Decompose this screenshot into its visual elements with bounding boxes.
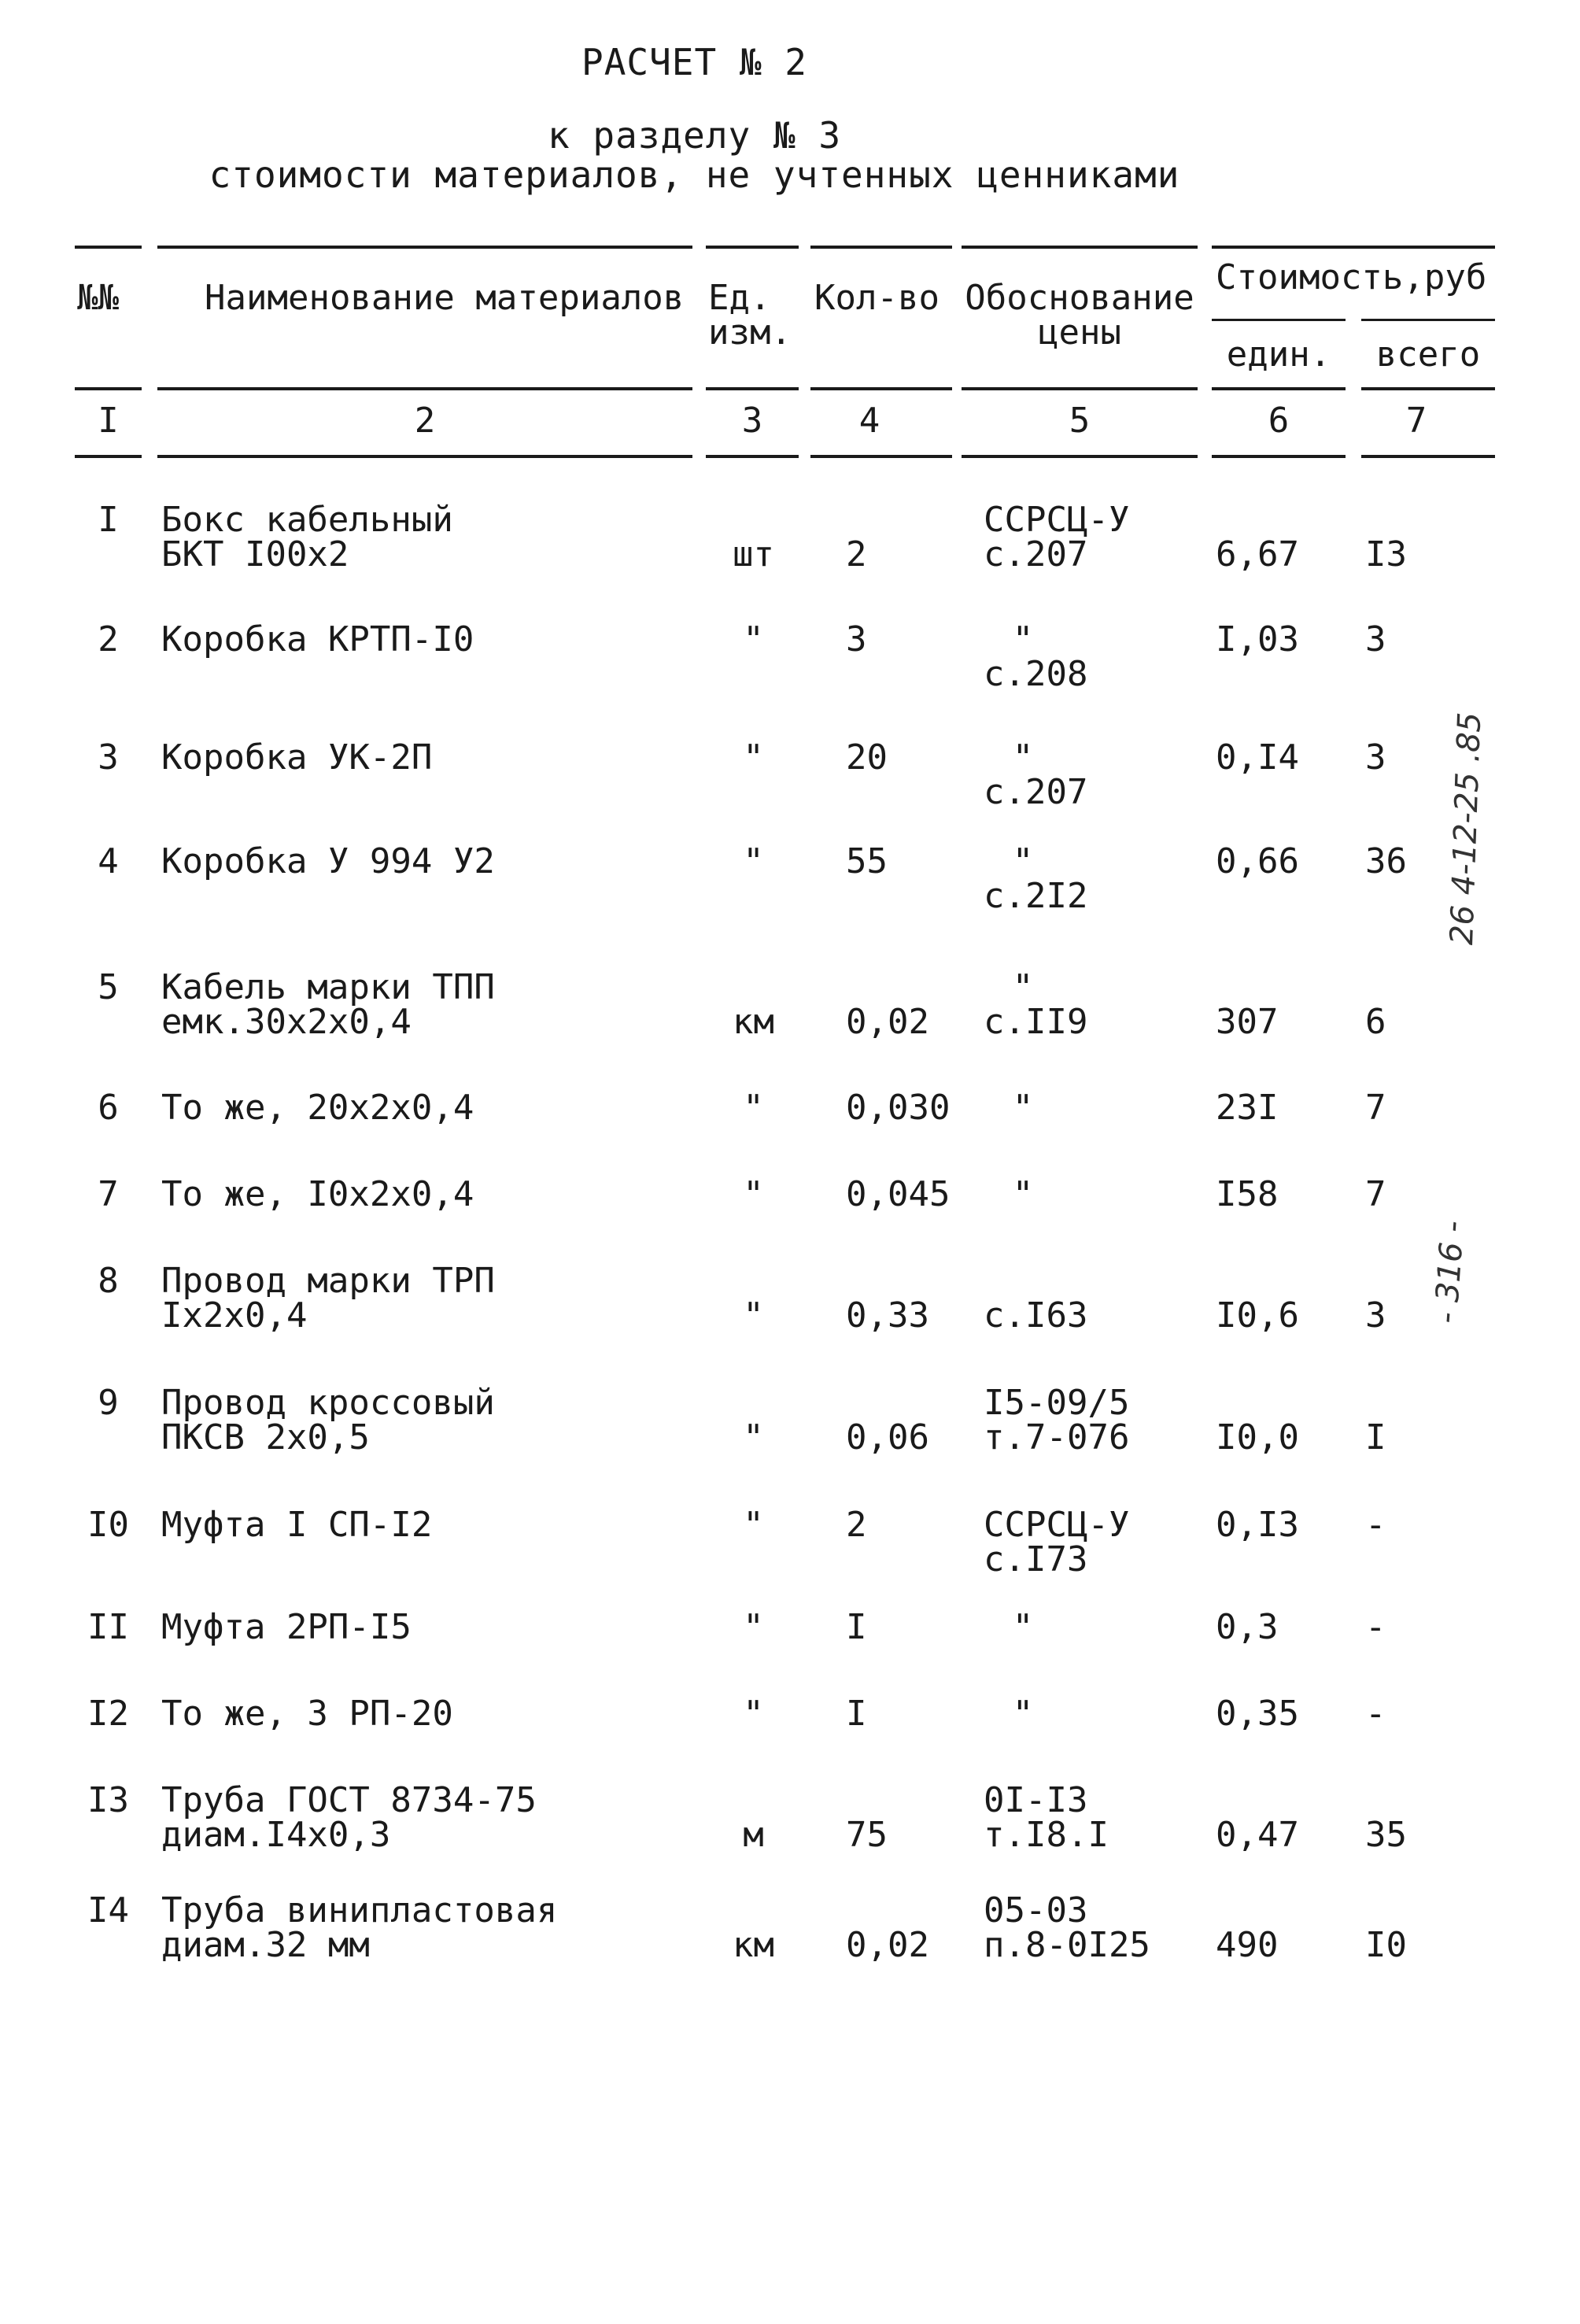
header-unit: Ед. bbox=[708, 278, 771, 318]
unit-price: 0,I4 bbox=[1216, 737, 1299, 778]
row-number: 6 bbox=[98, 1088, 119, 1128]
total-cost: - bbox=[1365, 1694, 1386, 1734]
price-basis: " bbox=[1012, 1694, 1034, 1734]
header-bottom-rule bbox=[75, 387, 142, 390]
column-numbers-rule bbox=[157, 455, 692, 458]
material-name-line2: диам.I4х0,3 bbox=[161, 1815, 391, 1855]
price-basis-line2: с.I63 bbox=[984, 1295, 1088, 1336]
column-number: 2 bbox=[414, 401, 436, 441]
unit-price: 307 bbox=[1216, 1002, 1279, 1042]
total-cost: 3 bbox=[1365, 1295, 1386, 1336]
unit-price: 490 bbox=[1216, 1925, 1279, 1965]
column-numbers-rule bbox=[1212, 455, 1346, 458]
price-basis-line2: т.I8.I bbox=[984, 1815, 1109, 1855]
unit-of-measure: шт bbox=[733, 534, 774, 575]
row-number: II bbox=[87, 1607, 129, 1647]
price-basis-line2: с.207 bbox=[984, 772, 1088, 812]
price-basis: " bbox=[1012, 1607, 1034, 1647]
row-number: I3 bbox=[87, 1780, 129, 1820]
total-cost: 3 bbox=[1365, 737, 1386, 778]
unit-price: 0,3 bbox=[1216, 1607, 1279, 1647]
column-number: 4 bbox=[858, 401, 880, 441]
quantity: 2 bbox=[846, 1505, 867, 1545]
column-number: 3 bbox=[741, 401, 763, 441]
unit-of-measure: м bbox=[743, 1815, 764, 1855]
unit-price: 23I bbox=[1216, 1088, 1279, 1128]
total-cost: I0 bbox=[1365, 1925, 1407, 1965]
row-number: I4 bbox=[87, 1890, 129, 1931]
total-cost: 7 bbox=[1365, 1174, 1386, 1214]
quantity: I bbox=[846, 1694, 867, 1734]
unit-of-measure: " bbox=[743, 1694, 764, 1734]
unit-of-measure: " bbox=[743, 737, 764, 778]
unit-of-measure: " bbox=[743, 1505, 764, 1545]
header-cost-unit: един. bbox=[1226, 334, 1331, 375]
unit-price: 0,47 bbox=[1216, 1815, 1299, 1855]
unit-price: I0,6 bbox=[1216, 1295, 1299, 1336]
material-name: Провод кроссовый bbox=[161, 1383, 495, 1423]
price-basis: " bbox=[1012, 1174, 1034, 1214]
total-cost: 36 bbox=[1365, 841, 1407, 881]
document-subtitle-description: стоимости материалов, не учтенных ценниками bbox=[209, 153, 1180, 196]
material-name: То же, 20х2х0,4 bbox=[161, 1088, 474, 1128]
unit-of-measure: " bbox=[743, 1174, 764, 1214]
row-number: I0 bbox=[87, 1505, 129, 1545]
total-cost: 3 bbox=[1365, 619, 1386, 660]
price-basis: " bbox=[1012, 619, 1034, 660]
material-name-line2: ПКСВ 2х0,5 bbox=[161, 1417, 370, 1458]
header-bottom-rule bbox=[962, 387, 1198, 390]
quantity: 2 bbox=[846, 534, 867, 575]
row-number: 2 bbox=[98, 619, 119, 660]
quantity: 0,045 bbox=[846, 1174, 951, 1214]
header-top-rule bbox=[706, 246, 799, 249]
header-bottom-rule bbox=[157, 387, 692, 390]
quantity: 0,030 bbox=[846, 1088, 951, 1128]
price-basis: " bbox=[1012, 841, 1034, 881]
total-cost: I bbox=[1365, 1417, 1386, 1458]
material-name: То же, I0х2х0,4 bbox=[161, 1174, 474, 1214]
unit-price: 0,35 bbox=[1216, 1694, 1299, 1734]
row-number: I bbox=[98, 500, 119, 540]
quantity: 55 bbox=[846, 841, 888, 881]
total-cost: 7 bbox=[1365, 1088, 1386, 1128]
material-name: Провод марки ТРП bbox=[161, 1261, 495, 1301]
quantity: 0,02 bbox=[846, 1002, 929, 1042]
total-cost: - bbox=[1365, 1505, 1386, 1545]
header-cost: Стоимость,руб bbox=[1216, 257, 1487, 297]
unit-of-measure: " bbox=[743, 1607, 764, 1647]
price-basis-line2: т.7-076 bbox=[984, 1417, 1130, 1458]
row-number: 4 bbox=[98, 841, 119, 881]
quantity: 20 bbox=[846, 737, 888, 778]
column-numbers-rule bbox=[1361, 455, 1495, 458]
unit-price: 0,I3 bbox=[1216, 1505, 1299, 1545]
column-number: I bbox=[98, 401, 119, 441]
header-top-rule bbox=[1212, 246, 1495, 249]
material-name: Коробка КРТП-I0 bbox=[161, 619, 474, 660]
price-basis-line2: с.208 bbox=[984, 654, 1088, 694]
quantity: I bbox=[846, 1607, 867, 1647]
quantity: 0,33 bbox=[846, 1295, 929, 1336]
header-basis: Обоснование bbox=[965, 278, 1194, 318]
unit-price: 0,66 bbox=[1216, 841, 1299, 881]
column-number: 6 bbox=[1268, 401, 1290, 441]
header-cost-total: всего bbox=[1375, 334, 1481, 375]
column-number: 7 bbox=[1405, 401, 1427, 441]
header-qty: Кол-во bbox=[814, 278, 940, 318]
material-name-line2: Iх2х0,4 bbox=[161, 1295, 308, 1336]
price-basis: ССРСЦ-У bbox=[984, 1505, 1130, 1545]
material-name: Бокс кабельный bbox=[161, 500, 453, 540]
quantity: 0,02 bbox=[846, 1925, 929, 1965]
price-basis: I5-09/5 bbox=[984, 1383, 1130, 1423]
quantity: 3 bbox=[846, 619, 867, 660]
unit-of-measure: " bbox=[743, 619, 764, 660]
unit-price: I0,0 bbox=[1216, 1417, 1299, 1458]
header-bottom-rule bbox=[1212, 387, 1346, 390]
header-top-rule bbox=[157, 246, 692, 249]
price-basis: " bbox=[1012, 737, 1034, 778]
unit-price: 6,67 bbox=[1216, 534, 1299, 575]
price-basis-line2: п.8-0I25 bbox=[984, 1925, 1150, 1965]
header-bottom-rule bbox=[810, 387, 952, 390]
material-name: То же, 3 РП-20 bbox=[161, 1694, 453, 1734]
price-basis: 05-03 bbox=[984, 1890, 1088, 1931]
row-number: I2 bbox=[87, 1694, 129, 1734]
row-number: 3 bbox=[98, 737, 119, 778]
column-numbers-rule bbox=[810, 455, 952, 458]
header-top-rule bbox=[810, 246, 952, 249]
header-top-rule bbox=[75, 246, 142, 249]
quantity: 75 bbox=[846, 1815, 888, 1855]
header-unit-line2: изм. bbox=[708, 312, 792, 353]
cost-subheader-rule bbox=[1361, 319, 1495, 321]
total-cost: 35 bbox=[1365, 1815, 1407, 1855]
material-name: Коробка У 994 У2 bbox=[161, 841, 495, 881]
header-bottom-rule bbox=[706, 387, 799, 390]
column-numbers-rule bbox=[962, 455, 1198, 458]
header-bottom-rule bbox=[1361, 387, 1495, 390]
document-subtitle-section: к разделу № 3 bbox=[547, 114, 842, 157]
price-basis-line2: с.I73 bbox=[984, 1539, 1088, 1580]
row-number: 9 bbox=[98, 1383, 119, 1423]
price-basis: " bbox=[1012, 1088, 1034, 1128]
material-name-line2: диам.32 мм bbox=[161, 1925, 370, 1965]
price-basis-line2: с.207 bbox=[984, 534, 1088, 575]
unit-of-measure: км bbox=[733, 1925, 774, 1965]
material-name: Муфта 2РП-I5 bbox=[161, 1607, 412, 1647]
material-name: Коробка УК-2П bbox=[161, 737, 433, 778]
header-top-rule bbox=[962, 246, 1198, 249]
material-name: Муфта I СП-I2 bbox=[161, 1505, 433, 1545]
material-name-line2: БКТ I00х2 bbox=[161, 534, 349, 575]
row-number: 7 bbox=[98, 1174, 119, 1214]
unit-of-measure: " bbox=[743, 841, 764, 881]
total-cost: I3 bbox=[1365, 534, 1407, 575]
column-number: 5 bbox=[1069, 401, 1091, 441]
quantity: 0,06 bbox=[846, 1417, 929, 1458]
margin-note-registration: 26 4-12-25 .85 bbox=[1444, 711, 1489, 946]
price-basis: 0I-I3 bbox=[984, 1780, 1088, 1820]
cost-subheader-rule bbox=[1212, 319, 1346, 321]
price-basis-line2: с.2I2 bbox=[984, 876, 1088, 916]
margin-note-page-number: - 316 - bbox=[1428, 1219, 1472, 1325]
unit-price: I58 bbox=[1216, 1174, 1279, 1214]
price-basis: " bbox=[1012, 967, 1034, 1007]
column-numbers-rule bbox=[706, 455, 799, 458]
row-number: 5 bbox=[98, 967, 119, 1007]
price-basis-line2: с.II9 bbox=[984, 1002, 1088, 1042]
row-number: 8 bbox=[98, 1261, 119, 1301]
price-basis: ССРСЦ-У bbox=[984, 500, 1130, 540]
header-name: Наименование материалов bbox=[205, 278, 685, 318]
header-num: №№ bbox=[77, 278, 119, 318]
document-title: РАСЧЕТ № 2 bbox=[581, 41, 807, 83]
material-name: Труба винипластовая bbox=[161, 1890, 558, 1931]
unit-of-measure: " bbox=[743, 1295, 764, 1336]
unit-of-measure: км bbox=[733, 1002, 774, 1042]
total-cost: 6 bbox=[1365, 1002, 1386, 1042]
unit-of-measure: " bbox=[743, 1088, 764, 1128]
unit-of-measure: " bbox=[743, 1417, 764, 1458]
material-name: Кабель марки ТПП bbox=[161, 967, 495, 1007]
material-name: Труба ГОСТ 8734-75 bbox=[161, 1780, 537, 1820]
total-cost: - bbox=[1365, 1607, 1386, 1647]
column-numbers-rule bbox=[75, 455, 142, 458]
unit-price: I,03 bbox=[1216, 619, 1299, 660]
material-name-line2: емк.30х2х0,4 bbox=[161, 1002, 412, 1042]
header-basis-line2: цены bbox=[1038, 312, 1121, 353]
